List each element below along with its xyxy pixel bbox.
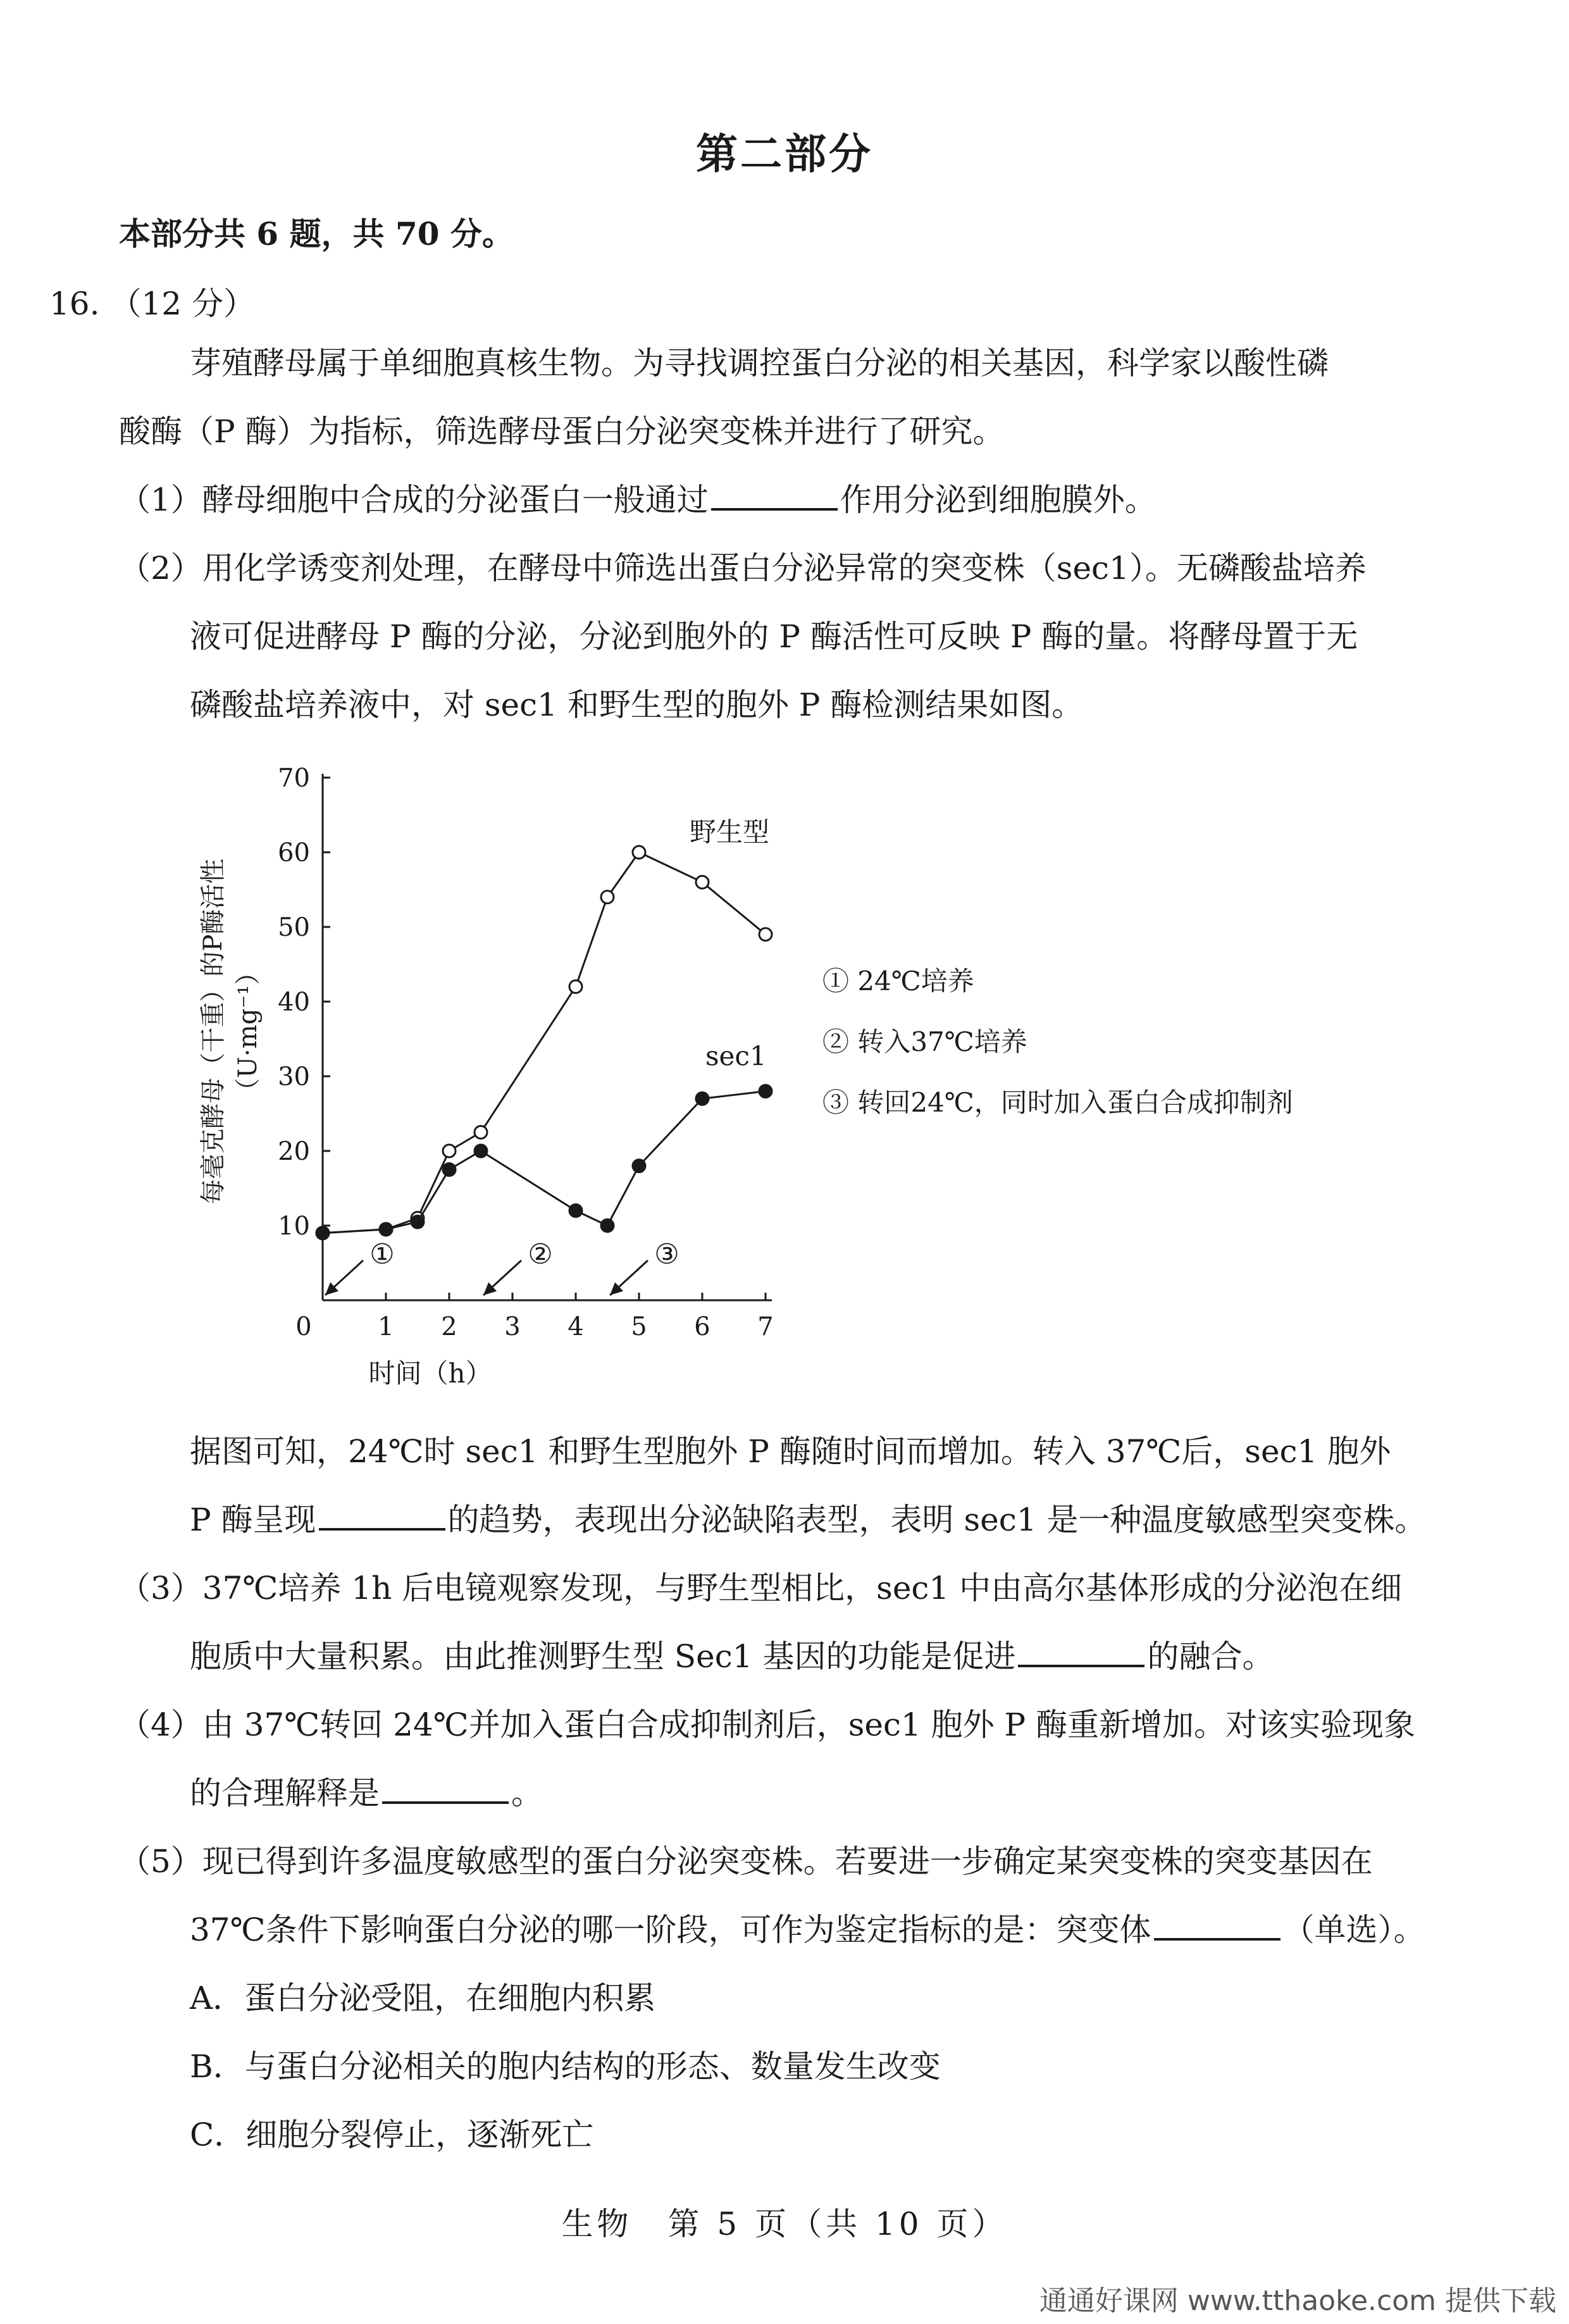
- option-b[interactable]: B．与蛋白分泌相关的胞内结构的形态、数量发生改变: [190, 2048, 941, 2085]
- option-c[interactable]: C．细胞分裂停止，逐渐死亡: [190, 2116, 594, 2153]
- data-point-wild-type: [759, 928, 772, 941]
- chart-conclusion-line-1: 据图可知，24℃时 sec1 和野生型胞外 P 酶随时间而增加。转入 37℃后，sec1 胞外: [190, 1433, 1391, 1470]
- event-marker-3: ③: [654, 1238, 679, 1271]
- y-tick-label: 40: [278, 988, 310, 1017]
- data-point-wild-type: [696, 876, 709, 888]
- subquestion-4-line-2: [190, 1759, 543, 1827]
- subquestion-3-text-after: 的融合。: [1147, 1638, 1274, 1675]
- subquestion-2-line-3: 磷酸盐培养液中，对 sec1 和野生型的胞外 P 酶检测结果如图。: [190, 687, 1084, 723]
- chart-conclusion-line-2: [190, 1486, 1426, 1554]
- enzyme-activity-chart: [177, 747, 1442, 1417]
- subquestion-4-text-after: 。: [511, 1775, 543, 1811]
- answer-blank-1[interactable]: [711, 483, 838, 511]
- subquestion-3-text-before: 胞质中大量积累。由此推测野生型 Sec1 基因的功能是促进: [190, 1638, 1016, 1675]
- question-stem-line-1: 芽殖酵母属于单细胞真核生物。为寻找调控蛋白分泌的相关基因，科学家以酸性磷: [190, 345, 1329, 382]
- event-marker-2: ②: [528, 1238, 553, 1271]
- x-tick-label: 1: [378, 1312, 394, 1341]
- x-axis-label: 时间（h）: [368, 1358, 492, 1389]
- answer-blank-2[interactable]: [319, 1503, 445, 1531]
- question-points: （12 分）: [109, 285, 255, 322]
- subquestion-5-text-after: （单选）。: [1282, 1911, 1425, 1948]
- y-axis-unit-label: （U·mg⁻¹）: [233, 959, 263, 1103]
- series-line-wild-type: [323, 852, 766, 1233]
- subquestion-3-line-2: [190, 1622, 1274, 1691]
- data-point-sec1: [316, 1227, 329, 1240]
- series-label-sec1: sec1: [705, 1040, 767, 1072]
- y-tick-label: 70: [278, 764, 310, 793]
- subquestion-4-text-before: 的合理解释是: [190, 1775, 380, 1811]
- data-point-sec1: [601, 1219, 614, 1232]
- x-tick-label: 4: [567, 1312, 584, 1341]
- series-label-wild-type: 野生型: [690, 816, 770, 848]
- data-point-sec1: [569, 1204, 582, 1217]
- data-point-sec1: [759, 1085, 772, 1098]
- option-a[interactable]: A．蛋白分泌受阻，在细胞内积累: [190, 1980, 656, 2016]
- subquestion-2-line-2: 液可促进酵母 P 酶的分泌，分泌到胞外的 P 酶活性可反映 P 酶的量。将酵母置于无: [190, 618, 1358, 655]
- data-point-sec1: [411, 1215, 424, 1228]
- series-line-sec1: [323, 1091, 766, 1233]
- x-tick-label: 6: [694, 1312, 710, 1341]
- x-tick-label: 5: [631, 1312, 647, 1341]
- subquestion-2-line-1: （2）用化学诱变剂处理，在酵母中筛选出蛋白分泌异常的突变株（sec1）。无磷酸盐培养: [119, 550, 1367, 587]
- answer-blank-4[interactable]: [382, 1776, 509, 1804]
- data-point-wild-type: [443, 1145, 456, 1157]
- data-point-sec1: [443, 1164, 456, 1176]
- chart-svg: [177, 747, 1442, 1417]
- y-tick-label: 60: [278, 838, 310, 867]
- page-footer: 生物 第 5 页（共 10 页）: [561, 2206, 1008, 2242]
- question-stem-line-2: 酸酶（P 酶）为指标，筛选酵母蛋白分泌突变株并进行了研究。: [119, 413, 1005, 450]
- x-tick-label: 7: [757, 1312, 774, 1341]
- y-tick-label: 10: [278, 1212, 310, 1241]
- x-tick-label: 0: [295, 1312, 312, 1341]
- chart-conclusion-text-after: 的趋势，表现出分泌缺陷表型，表明 sec1 是一种温度敏感型突变株。: [447, 1501, 1427, 1538]
- x-tick-label: 3: [504, 1312, 521, 1341]
- answer-blank-5[interactable]: [1154, 1913, 1281, 1941]
- legend-item-2: ② 转入37℃培养: [822, 1026, 1027, 1057]
- subquestion-3-line-1: （3）37℃培养 1h 后电镜观察发现，与野生型相比，sec1 中由高尔基体形成的分泌泡在细: [119, 1570, 1403, 1606]
- subquestion-5-text-before: 37℃条件下影响蛋白分泌的哪一阶段，可作为鉴定指标的是：突变体: [190, 1911, 1151, 1948]
- data-point-sec1: [696, 1092, 709, 1105]
- watermark: 通通好课网 www.tthaoke.com 提供下载: [1039, 2285, 1556, 2317]
- y-axis-label: 每毫克酵母（干重）的P酶活性: [199, 858, 228, 1205]
- chart-conclusion-text-before: P 酶呈现: [190, 1501, 316, 1538]
- y-tick-label: 50: [278, 913, 310, 942]
- data-point-sec1: [380, 1223, 392, 1236]
- subquestion-1-text-after: 作用分泌到细胞膜外。: [840, 482, 1157, 518]
- legend-item-3: ③ 转回24℃，同时加入蛋白合成抑制剂: [822, 1087, 1293, 1118]
- subquestion-1: [119, 466, 1157, 534]
- data-point-sec1: [474, 1145, 487, 1157]
- data-point-wild-type: [569, 980, 582, 993]
- event-marker-1: ①: [369, 1238, 395, 1271]
- subquestion-1-text-before: （1）酵母细胞中合成的分泌蛋白一般通过: [119, 482, 709, 518]
- data-point-wild-type: [601, 891, 614, 904]
- subquestion-5-line-2: [190, 1896, 1425, 1964]
- y-tick-label: 30: [278, 1062, 310, 1091]
- y-tick-label: 20: [278, 1137, 310, 1166]
- data-point-sec1: [633, 1160, 645, 1172]
- subquestion-4-line-1: （4）由 37℃转回 24℃并加入蛋白合成抑制剂后，sec1 胞外 P 酶重新增加。对该实验现象: [119, 1706, 1416, 1743]
- data-point-wild-type: [633, 846, 645, 859]
- x-tick-label: 2: [441, 1312, 457, 1341]
- answer-blank-3[interactable]: [1018, 1639, 1144, 1667]
- data-point-wild-type: [474, 1126, 487, 1139]
- question-number: 16.: [49, 285, 100, 322]
- legend-item-1: ① 24℃培养: [822, 966, 974, 997]
- part-intro: 本部分共 6 题，共 70 分。: [119, 215, 514, 252]
- question-header: [49, 278, 255, 324]
- part-title: 第二部分: [696, 129, 873, 178]
- subquestion-5-line-1: （5）现已得到许多温度敏感型的蛋白分泌突变株。若要进一步确定某突变株的突变基因在: [119, 1843, 1373, 1880]
